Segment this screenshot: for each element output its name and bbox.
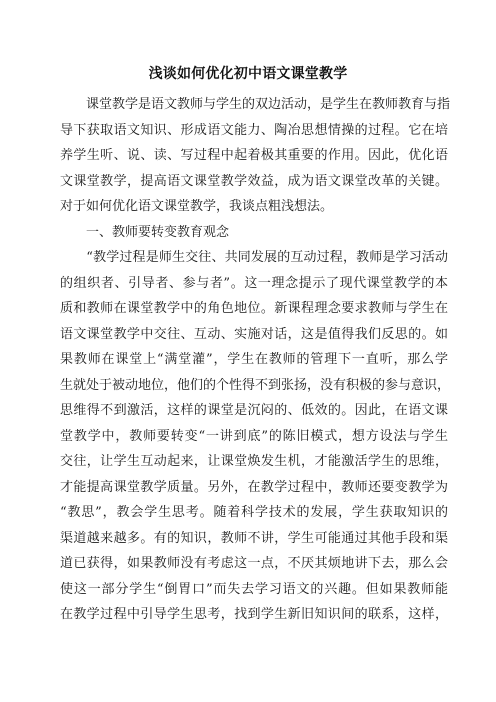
text-line-10: 语文课堂教学中交往、互动、实施对话，这是值得我们反思的。如: [60, 326, 448, 342]
text-line-17: “教思”，教会学生思考。随着科学技术的发展，学生获取知识的: [60, 505, 448, 520]
text-line-12: 生就处于被动地位，他们的个性得不到张扬，没有积极的参与意识，: [60, 377, 451, 393]
text-line-16: 才能提高课堂教学质量。另外，在教学过程中，教师还要变教学为: [60, 479, 448, 495]
document-title: 浅谈如何优化初中语文课堂教学: [148, 66, 348, 82]
text-line-21: 在教学过程中引导学生思考，找到学生新旧知识间的联系，这样，: [60, 607, 448, 622]
text-line-14: 堂教学中，教师要转变“一讲到底”的陈旧模式，想方设法与学生: [60, 428, 448, 444]
text-line-7: “教学过程是师生交往、共同发展的互动过程，教师是学习活动: [60, 250, 448, 265]
text-line-2: 导下获取语文知识、形成语文能力、陶冶思想情操的过程。它在培: [60, 122, 448, 138]
text-line-18: 渠道越来越多。有的知识，教师不讲，学生可能通过其他手段和渠: [60, 530, 448, 546]
text-line-11: 果教师在课堂上“满堂灌”，学生在教师的管理下一直听，那么学: [60, 352, 448, 367]
text-line-8: 的组织者、引导者、参与者”。这一理念提示了现代课堂教学的本: [60, 275, 448, 291]
text-line-4: 文课堂教学，提高语文课堂教学效益，成为语文课堂改革的关键。: [60, 173, 448, 189]
text-line-13: 思维得不到激活，这样的课堂是沉闷的、低效的。因此，在语文课: [60, 403, 448, 418]
text-line-20: 使这一部分学生“倒胃口”而失去学习语文的兴趣。但如果教师能: [60, 581, 448, 597]
text-line-1: 课堂教学是语文教师与学生的双边活动，是学生在教师教育与指: [60, 97, 451, 112]
section-heading-1: 一、教师要转变教育观念: [60, 224, 230, 240]
text-line-9: 质和教师在课堂教学中的角色地位。新课程理念要求教师与学生在: [60, 301, 448, 316]
text-line-19: 道已获得，如果教师没有考虑这一点，不厌其烦地讲下去，那么会: [60, 556, 448, 571]
text-line-3: 养学生听、说、读、写过程中起着极其重要的作用。因此，优化语: [60, 148, 448, 163]
text-line-15: 交往，让学生互动起来，让课堂焕发生机，才能激活学生的思维，: [60, 454, 448, 469]
text-line-5: 对于如何优化语文课堂教学，我谈点粗浅想法。: [60, 199, 334, 214]
document-body: [60, 92, 451, 628]
